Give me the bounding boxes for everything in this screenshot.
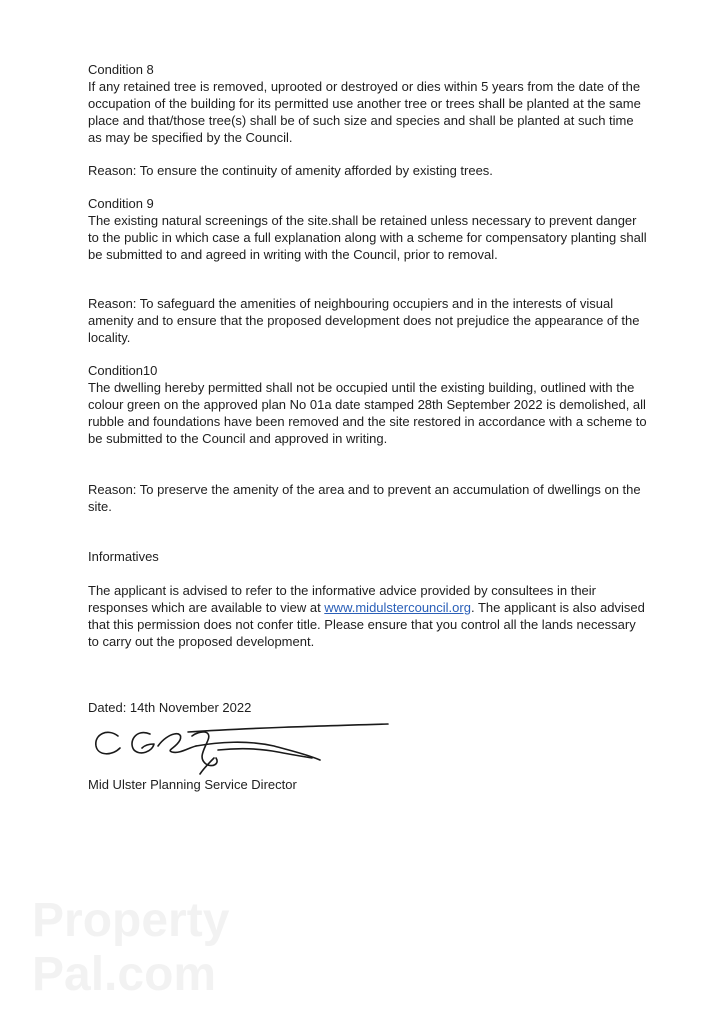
condition-9-text: The existing natural screenings of the site.shall be retained unless necessary to prevent danger to the public in which case a full explanation along with a scheme for compensatory planting shall be submitted to and agreed in writing with the Council, prior to removal.	[88, 213, 647, 262]
condition-10-reason	[88, 481, 648, 515]
condition-9-reason	[88, 295, 648, 346]
handwritten-signature	[88, 718, 398, 778]
condition-8-text: If any retained tree is removed, uprooted or destroyed or dies within 5 years from the date of the occupation of the building for its permitted use another tree or trees shall be planted at the same place and that/those tree(s) shall be of such size and species and shall be planted at such time as may be specified by the Council.	[88, 79, 641, 145]
dated-text: Dated: 14th November 2022	[88, 700, 252, 715]
informatives-heading-block	[88, 548, 648, 565]
council-website-link[interactable]: www.midulstercouncil.org	[324, 600, 471, 615]
condition-9-heading: Condition 9	[88, 196, 154, 211]
informatives-text	[88, 582, 648, 650]
signatory-block	[88, 776, 648, 793]
condition-8-reason	[88, 162, 648, 179]
condition-8-reason-text: Reason: To ensure the continuity of amenity afforded by existing trees.	[88, 163, 493, 178]
condition-9-section	[88, 195, 648, 263]
informatives-text-after-link: . The applicant is also advised that this permission does not confer title. Please ensure that you control all the lands necessary to carry out the proposed development.	[88, 600, 645, 649]
condition-10-heading: Condition10	[88, 363, 158, 378]
propertypal-watermark-logo	[28, 890, 258, 1000]
condition-8-section	[88, 61, 648, 146]
condition-9-reason-text: Reason: To safeguard the amenities of neighbouring occupiers and in the interests of visual amenity and to ensure that the proposed development does not prejudice the appearance of the locality.	[88, 296, 640, 345]
condition-10-reason-text: Reason: To preserve the amenity of the area and to prevent an accumulation of dwellings on the site.	[88, 482, 641, 514]
watermark-line-1: Property	[32, 894, 230, 947]
informatives-heading: Informatives	[88, 549, 159, 564]
watermark-line-2: Pal.com	[32, 948, 217, 1000]
informatives-section	[88, 582, 648, 650]
condition-8-heading: Condition 8	[88, 62, 154, 77]
informatives-text-before-link: The applicant is advised to refer to the informative advice provided by consultees in their responses which are available to view at	[88, 583, 596, 615]
condition-10-text: The dwelling hereby permitted shall not be occupied until the existing building, outlined with the colour green on the approved plan No 01a date stamped 28th September 2022 is demolished, all rubble and foundations have been removed and the site restored in accordance with a scheme to be submitted to the Council and approved in writing.	[88, 380, 647, 446]
signatory-title: Mid Ulster Planning Service Director	[88, 777, 297, 792]
dated-block	[88, 699, 648, 716]
condition-10-section	[88, 362, 648, 447]
